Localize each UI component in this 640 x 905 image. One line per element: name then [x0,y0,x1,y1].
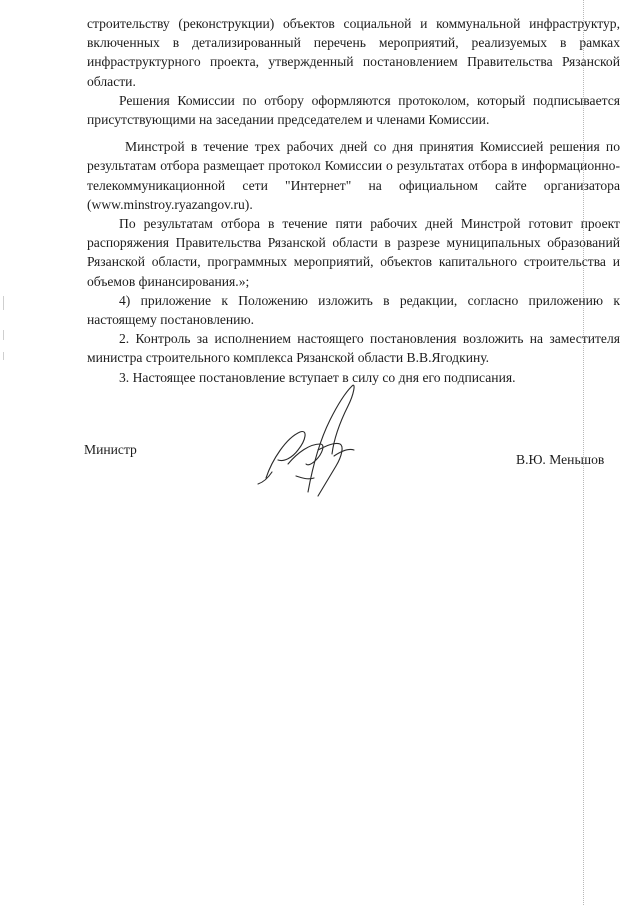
paragraph-commission-decisions: Решения Комиссии по отбору оформляются протоколом, который подписывается присутствующими на заседании председателем и членами Комиссии. [87,92,620,128]
scan-artifact [3,330,4,340]
signer-position: Министр [84,442,137,457]
paragraph-protocol-publication: Минстрой в течение трех рабочих дней со дня принятия Комиссией решения по результатам отбора размещает протокол Комиссии о результатах отбора в информационно-телекоммуникационной сети "Интернет" на официальном сайте организатора (www.minstroy.ryazangov.ru). [87,139,620,212]
signer-name: В.Ю. Меньшов [516,452,605,467]
scan-artifact [3,296,4,310]
paragraph-order-draft: По результатам отбора в течение пяти рабочих дней Минстрой готовит проект распоряжения Правительства Рязанской области в разрезе муниципальных образований Рязанской области, программных мероприятий, объектов капитального строительства и объемов финансирования.»; [87,216,620,289]
scan-artifact [3,352,4,360]
signature-block [0,380,640,510]
paragraph-effective-date: 3. Настоящее постановление вступает в силу со дня его подписания. [119,369,516,385]
document-body [87,14,620,387]
paragraph-appendix: 4) приложение к Положению изложить в редакции, согласно приложению к настоящему постановлению. [87,292,620,328]
paragraph-control: 2. Контроль за исполнением настоящего постановления возложить на заместителя министра строительного комплекса Рязанской области В.В.Ягодкину. [87,331,620,366]
handwritten-signature [248,380,368,505]
paragraph-continuation: строительству (реконструкции) объектов социальной и коммунальной инфраструктур, включенных в детализированный перечень мероприятий, реализуемых в рамках инфраструктурного проекта, утвержденный постановлением Правительства Рязанской области. [87,16,620,89]
